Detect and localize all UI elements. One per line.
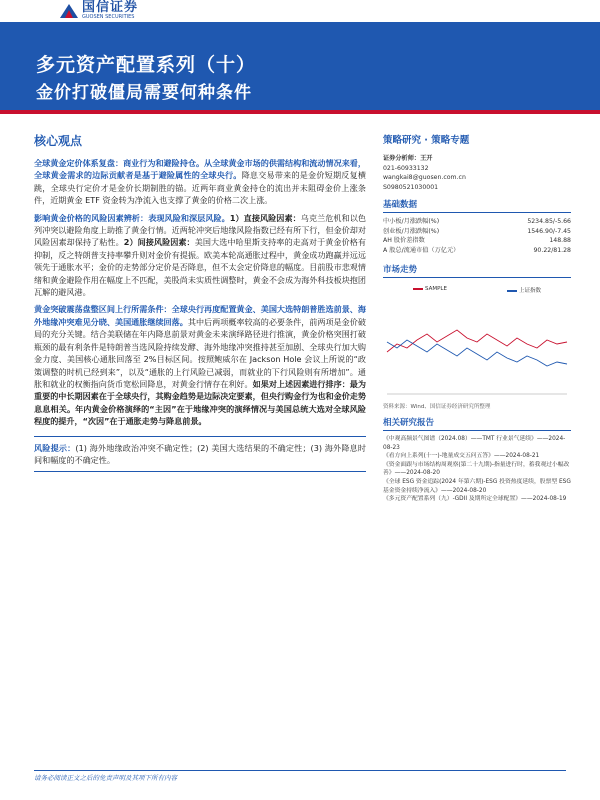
- related-report-item[interactable]: 《资金面跟与市场结构周观察(第二十九期)-指量进行时，蓄我观过小幅改善》——2024-08-20: [383, 461, 570, 477]
- basic-data-value: 5234.85/-5.66: [527, 218, 571, 225]
- core-views-heading: 核心观点: [34, 134, 83, 148]
- legend-swatch-red: [413, 288, 423, 290]
- banner-stripe: [0, 110, 600, 114]
- basic-data-list: [383, 217, 571, 255]
- trend-svg: [383, 282, 571, 400]
- related-report-item[interactable]: 《多元资产配置系列（九）-GDII 及期所定全球配置》——2024-08-19: [383, 496, 567, 503]
- p2-text-2: 美国大选中哈里斯支持率的走高对于黄金价格有抑制，反之特朗普支持率攀升则对金价有提振。欧美本轮高通胀过程中，黄金成功跑赢并远远领先于通胀水平；金价的走势部分定价是否降息，但不太会定价降息的幅度。目前股市悲观情绪和黄金避险作用在幅度上不匹配，美股尚未实质性调整时，黄金不会成为海外科技板块抱团瓦解的避风港。: [34, 237, 366, 298]
- p2-bold-2: 2）间接风险因素：: [123, 237, 195, 248]
- basic-data-row: [383, 227, 571, 237]
- basic-data-key: A 股总/流通市值（万亿元）: [383, 246, 460, 254]
- series-sample-line: [387, 330, 567, 352]
- legend-label-sample: SAMPLE: [425, 286, 447, 292]
- market-trend-chart: [383, 282, 571, 400]
- title-banner: [0, 22, 600, 114]
- p3-bold: 如果对上述因素进行排序：最为重要的中长期因素在于全球央行，其购金趋势是边际决定要素，但央行购金行为也和金价走势息息相关。年内黄金价格演绎的“主因”在于地缘冲突的演绎情况与美国总统大选对全球风险程度的提升，“次因”在于通胀走势与降息前景。: [34, 378, 366, 427]
- p3-highlight: 黄金突破震荡盘整区间上行所需条件：全球央行再度配置黄金、美国大选特朗普胜选前景、海外地缘冲突难见分晓、美国通胀继续回落。: [34, 304, 366, 327]
- legend-index: [507, 286, 541, 294]
- related-report-item[interactable]: 《中观高频景气图谱（2024.08）——TMT 行业景气延续》——2024-08-23: [383, 436, 566, 451]
- p3-text: 其中后两项概率较高的必要条件，前两项是金价破局的充分关键。结合美联储在年内降息前景对黄金未来演绎路径进行推演，黄金价格突围打破瓶颈的最有利条件是特朗普当选风险持续发酵、海外地缘冲突推持甚至加剧、全球央行加大购金力度、美国核心通胀回落至 2%目标区间。按照鲍威尔在 Jackson Hole 会议上所说的“政策调整的时机已经到来”，以及“通胀的上行风险已减弱，而就业的下行风险则有所增加”。通胀和就业的权衡指向货币宽松回降息，对黄金行情存在利好。: [34, 316, 366, 389]
- related-report-item[interactable]: 《看方向上系列(十一)-地量成交五问五答》——2024-08-21: [383, 453, 540, 460]
- paragraph-3: [34, 303, 366, 427]
- paragraph-1: [34, 157, 366, 207]
- basic-data-title: 基础数据: [383, 198, 571, 213]
- basic-data-row: [383, 236, 571, 246]
- risk-paragraph: [34, 442, 366, 467]
- analyst-name: 证券分析师：王开: [383, 155, 433, 162]
- analyst-phone: 021-60933132: [383, 164, 429, 172]
- legend-sample: [413, 286, 447, 294]
- basic-data-value: 148.88: [549, 237, 571, 244]
- basic-data-key: AH 股价差指数: [383, 237, 425, 244]
- basic-data-value: 90.22/81.28: [533, 246, 571, 254]
- p1-highlight: 全球黄金定价体系复盘：商业行为和避险持仓。从全球黄金市场的供需结构和流动情况来看，全球黄金需求的边际贡献者是基于避险属性的全球央行。: [34, 158, 366, 181]
- logo-cn: 国信证券: [82, 0, 139, 15]
- footer: [34, 770, 566, 782]
- paragraph-2: [34, 212, 366, 299]
- risk-label: 风险提示：: [34, 442, 76, 453]
- p2-text-1: 乌克兰危机和以色列冲突以避险角度上助推了黄金行情。近两轮冲突后地缘风险指数已经有所下行，但金价却对风险因素却保持了粘性。: [34, 212, 366, 248]
- basic-data-value: 1546.90/-7.45: [527, 227, 571, 235]
- core-views-column: [34, 132, 366, 472]
- p1-text: 降息交易带来的是金价短期反复横跳，全球央行定价才是金价长期制胜的锚。近两年商业黄金持仓的流出并未阻碍金价上涨条件，近期黄金 ETF 资金转为净流入也支撑了黄金的价格二次上涨。: [34, 170, 366, 206]
- related-list: [383, 435, 571, 504]
- logo-text: [82, 1, 138, 20]
- legend-label-index: 上证指数: [518, 288, 541, 294]
- basic-data-key: 中小板/月涨跌幅(%): [383, 218, 440, 225]
- basic-data-key: 创业板/月涨跌幅(%): [383, 227, 440, 235]
- guosen-logo-icon: [60, 2, 78, 18]
- chart-legend: [383, 286, 571, 294]
- risk-text: (1) 海外地缘政治冲突不确定性；(2) 美国大选结果的不确定性；(3) 海外降息时间和幅度的不确定性。: [34, 442, 366, 465]
- basic-data-row: [383, 246, 571, 256]
- guosen-logo: [60, 0, 138, 20]
- related-title: 相关研究报告: [383, 416, 571, 431]
- p2-highlight: 影响黄金价格的风险因素辨析：表现风险和深层风险。: [34, 212, 230, 223]
- risk-box: [34, 436, 366, 473]
- analyst-email[interactable]: wangkai8@guosen.com.cn: [383, 174, 466, 181]
- basic-data-row: [383, 217, 571, 227]
- report-title: 多元资产配置系列（十）: [36, 54, 257, 76]
- logo-bar: [0, 0, 600, 22]
- series-index-line: [387, 340, 567, 366]
- analyst-cert: S0980521030001: [383, 183, 439, 191]
- market-trend-title: 市场走势: [383, 263, 571, 278]
- footer-disclaimer: 请务必阅读正文之后的免责声明及其项下所有内容: [34, 774, 177, 782]
- p2-bold-1: 1）直接风险因素：: [229, 212, 301, 223]
- sidebar-column: [383, 132, 571, 504]
- report-type: 策略研究 · 策略专题: [383, 135, 470, 146]
- report-subtitle: 金价打破僵局需要何种条件: [36, 83, 252, 103]
- legend-swatch-blue: [507, 290, 517, 292]
- related-report-item[interactable]: 《全球 ESG 资金追踪(2024 年第六期)-ESG 投资热度延续，股票型 ESG 基金资金持续净流入》——2024-08-20: [383, 478, 571, 494]
- chart-source: 资料来源：Wind、国信证券经济研究所整理: [383, 404, 491, 410]
- logo-en: GUOSEN SECURITIES: [82, 13, 135, 20]
